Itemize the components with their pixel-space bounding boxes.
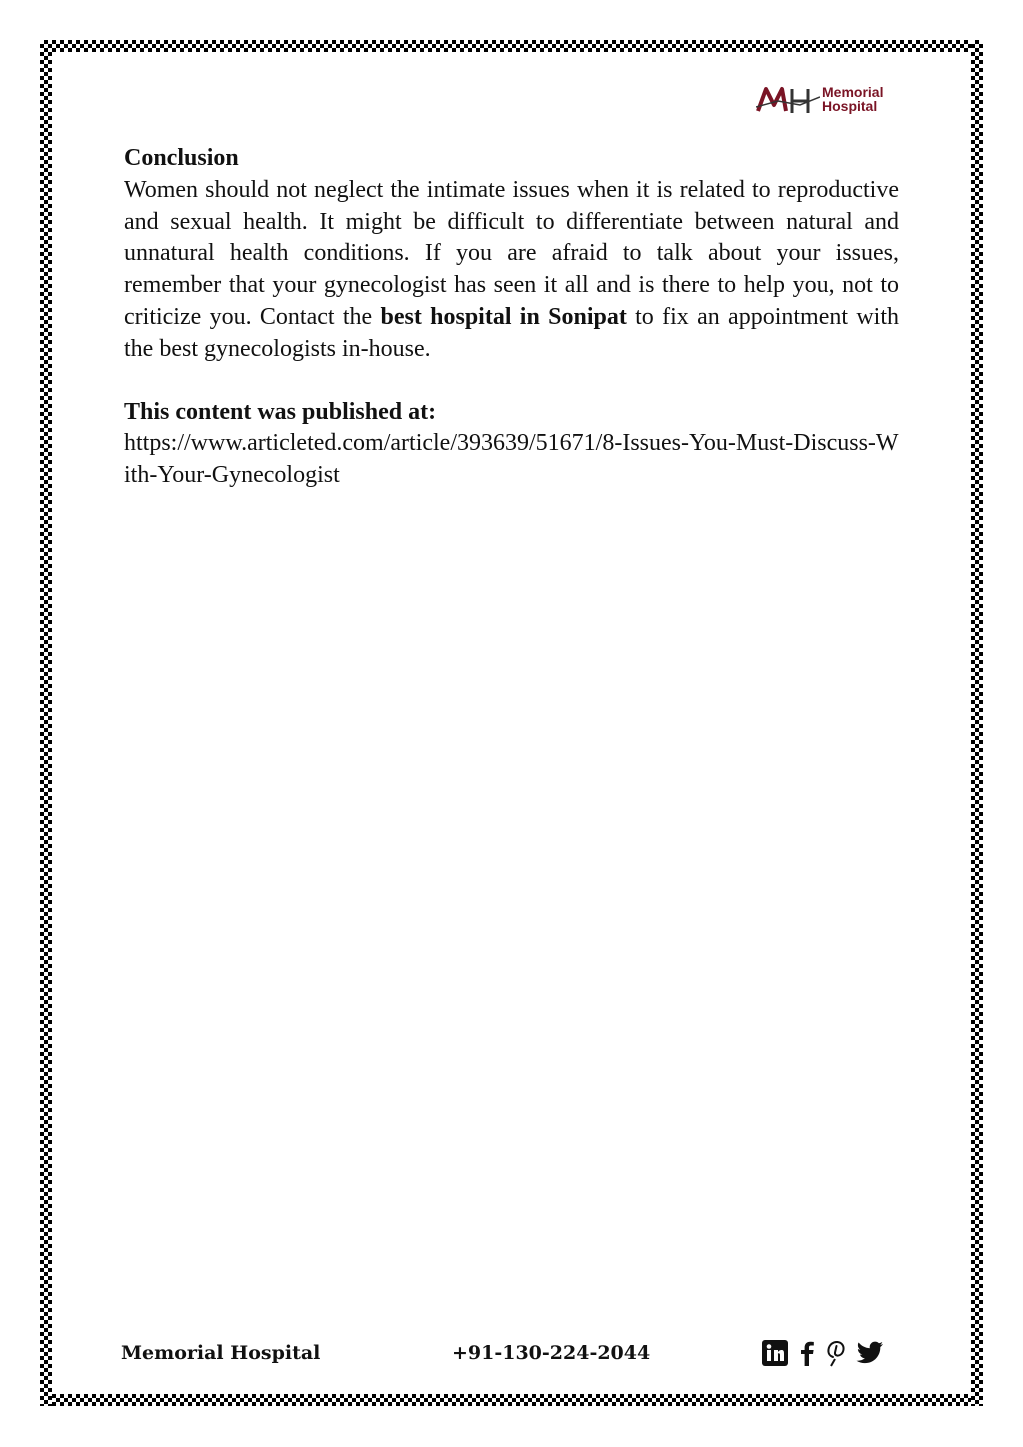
twitter-icon[interactable] (856, 1341, 884, 1365)
mh-monogram-icon (756, 83, 820, 119)
hospital-logo (756, 83, 902, 119)
logo-wordmark (822, 85, 883, 113)
checkered-border-left (40, 40, 52, 1406)
paragraph-text-1: Women should not neglect the intimate issues when it is related to reproductive and sexual health. It might be difficult to differentiate between natural and unnatural health conditions. If you are afraid to talk about your issues, remember that your gynecologist has seen it all and is there to help you, not to criticize you. Contact the (124, 176, 899, 330)
article-body (124, 143, 899, 492)
logo-line-1: Memorial (822, 84, 884, 100)
footer-phone: +91-130-224-2044 (452, 1342, 651, 1364)
pinterest-icon[interactable] (826, 1339, 846, 1367)
paragraph-text-2: to fix an appointment with the best gynecologists in-house. (124, 303, 899, 362)
linkedin-icon[interactable] (762, 1340, 788, 1366)
checkered-border-top (40, 40, 983, 52)
checkered-border-right (971, 40, 983, 1406)
social-icons (762, 1338, 884, 1368)
facebook-icon[interactable] (798, 1340, 816, 1366)
published-heading: This content was published at: (124, 398, 437, 425)
page-footer (0, 1338, 1023, 1370)
footer-hospital-name: Memorial Hospital (121, 1342, 321, 1364)
section-heading: Conclusion (124, 145, 239, 171)
logo-line-2: Hospital (822, 98, 878, 114)
bold-keyword: best hospital in Sonipat (380, 303, 627, 330)
published-url[interactable]: https://www.articleted.com/article/393639/51671/8-Issues-You-Must-Discuss-With-Your-Gynecologist (124, 430, 899, 489)
checkered-border-bottom (40, 1394, 983, 1406)
conclusion-paragraph (124, 175, 899, 366)
